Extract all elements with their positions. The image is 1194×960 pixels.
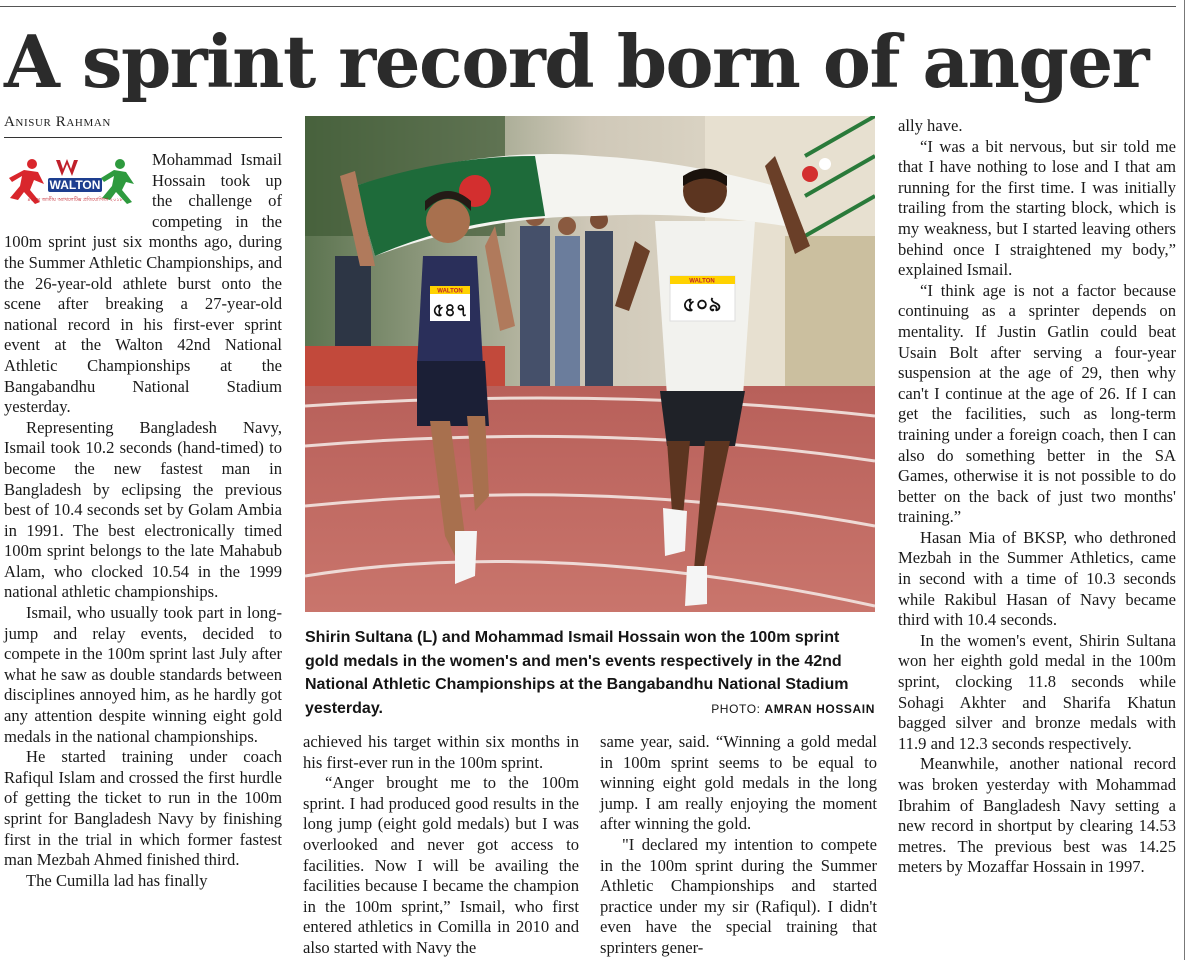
paragraph: “Anger brought me to the 100m sprint. I had produced good results in the long jump (eight gold medals) but I was overlooked and never got access to facilities. Now I will be availing the facilities because I became the champion in the 100m sprint,” Ismail, who first entered athletics in Comilla in 2010 and also started with Navy the	[303, 773, 579, 957]
credit-label: PHOTO:	[711, 701, 761, 716]
column-rule-right	[1184, 0, 1185, 960]
paragraph: Mohammad Ismail Hossain took up the challenge of competing in the 100m sprint just six months ago, during the Summer Athletic Championships, and the 26-year-old athlete burst onto the scene after breaking a 27-year-old national record in his first-ever sprint event at the Walton 42nd National Athletic Championships at the Bangabandhu National Stadium yesterday.	[4, 150, 282, 417]
paragraph: achieved his target within six months in his first-ever run in the 100m sprint.	[303, 732, 579, 772]
top-rule	[0, 6, 1176, 7]
article-column-2	[303, 732, 579, 959]
article-column-4	[898, 116, 1176, 878]
bib-brand-left: WALTON	[437, 288, 463, 295]
headline: A sprint record born of anger	[4, 19, 1149, 104]
paragraph: ally have.	[898, 116, 963, 135]
paragraph: Meanwhile, another national record was broken yesterday with Mohammad Ibrahim of Bangladesh Navy setting a new record in shortput by clearing 14.53 metres. The previous best was 14.25 meters by Mozaffar Hossain in 1997.	[898, 754, 1176, 877]
paragraph: In the women's event, Shirin Sultana won her eighth gold medal in the 100m sprint, clocking 11.8 seconds while Sohagi Akhter and Sharifa Khatun bagged silver and bronze medals with 11.9 and 12.3 seconds respectively.	[898, 630, 1176, 753]
photo-credit	[705, 698, 875, 722]
championship-logo-icon	[4, 154, 144, 210]
credit-name: AMRAN HOSSAIN	[764, 701, 875, 716]
paragraph: Hasan Mia of BKSP, who dethroned Mezbah in the Summer Athletics, came in second with a time of 10.3 seconds while Rakibul Hasan of Navy became third with 10.4 seconds.	[898, 527, 1176, 630]
byline: Anisur Rahman	[4, 114, 282, 138]
logo-brand: WALTON	[49, 178, 101, 192]
paragraph: “I think age is not a factor because continuing as a sprinter depends on mentality. If Justin Gatlin could beat Usain Bolt after serving a four-year suspension at the age of 29, then why can't I continue at the age of 26. If I can get the facilities, such as long-term training under a foreign coach, then I can also do something better in the SA Games, otherwise it is not possible to do better on the back of just two months' training.”	[898, 280, 1176, 527]
photo-caption	[305, 626, 875, 720]
article-column-3	[600, 732, 877, 959]
caption-text: Shirin Sultana (L) and Mohammad Ismail Hossain won the 100m sprint gold medals in the women's and men's events respectively in the 42nd National Athletic Championships at the Bangabandhu National Stadium yesterday.	[305, 629, 849, 717]
paragraph: "I declared my intention to compete in the 100m sprint during the Summer Athletic Championships and started practice under my sir (Rafiqul). I didn't even have the special training that sprinters gener-	[600, 834, 877, 957]
bib-number-right: ৫০৯	[682, 292, 722, 316]
logo-subtitle: ৪২তম জাতীয় অ্যাথলেটিক্স প্রতিযোগিতা ২০১৮	[27, 197, 123, 203]
paragraph: Representing Bangladesh Navy, Ismail took 10.2 seconds (hand-timed) to become the new fastest man in Bangladesh by eclipsing the previous best of 10.4 seconds set by Golam Ambia in 1991. The best electronically timed 100m sprint belongs to the late Mahabub Alam, who clocked 10.54 in the 1999 national athletic championships.	[4, 417, 282, 602]
walton-logo	[4, 154, 144, 210]
paragraph: “I was a bit nervous, but sir told me that I have nothing to lose and I that am running for the first time. I was initially trailing from the starting block, which is my weakness, but I started leaving others behind once I straightened my body,” explained Ismail.	[898, 136, 1176, 280]
news-photo	[305, 116, 875, 612]
article-column-1	[4, 150, 282, 891]
paragraph: Ismail, who usually took part in long-jump and relay events, decided to compete in the 100m sprint last July after what he saw as double standards between disciplines annoyed him, as he hardly got any attention despite winning eight gold medals in the national championships.	[4, 603, 282, 746]
bib-brand-right: WALTON	[689, 278, 715, 285]
bib-number-left: ৫৪৭	[432, 300, 468, 321]
paragraph: The Cumilla lad has finally	[26, 870, 208, 890]
paragraph: He started training under coach Rafiqul Islam and crossed the first hurdle of getting the ticket to run in the 100m sprint for Bangladesh Navy by finishing first in the trial in which former fastest man Mezbah Ahmed finished third.	[4, 747, 282, 870]
sprinters-photo-image	[305, 116, 875, 612]
paragraph: same year, said. “Winning a gold medal in 100m sprint seems to be equal to winning eight gold medals in the long jump. I am really enjoying the moment after winning the gold.	[600, 732, 877, 834]
